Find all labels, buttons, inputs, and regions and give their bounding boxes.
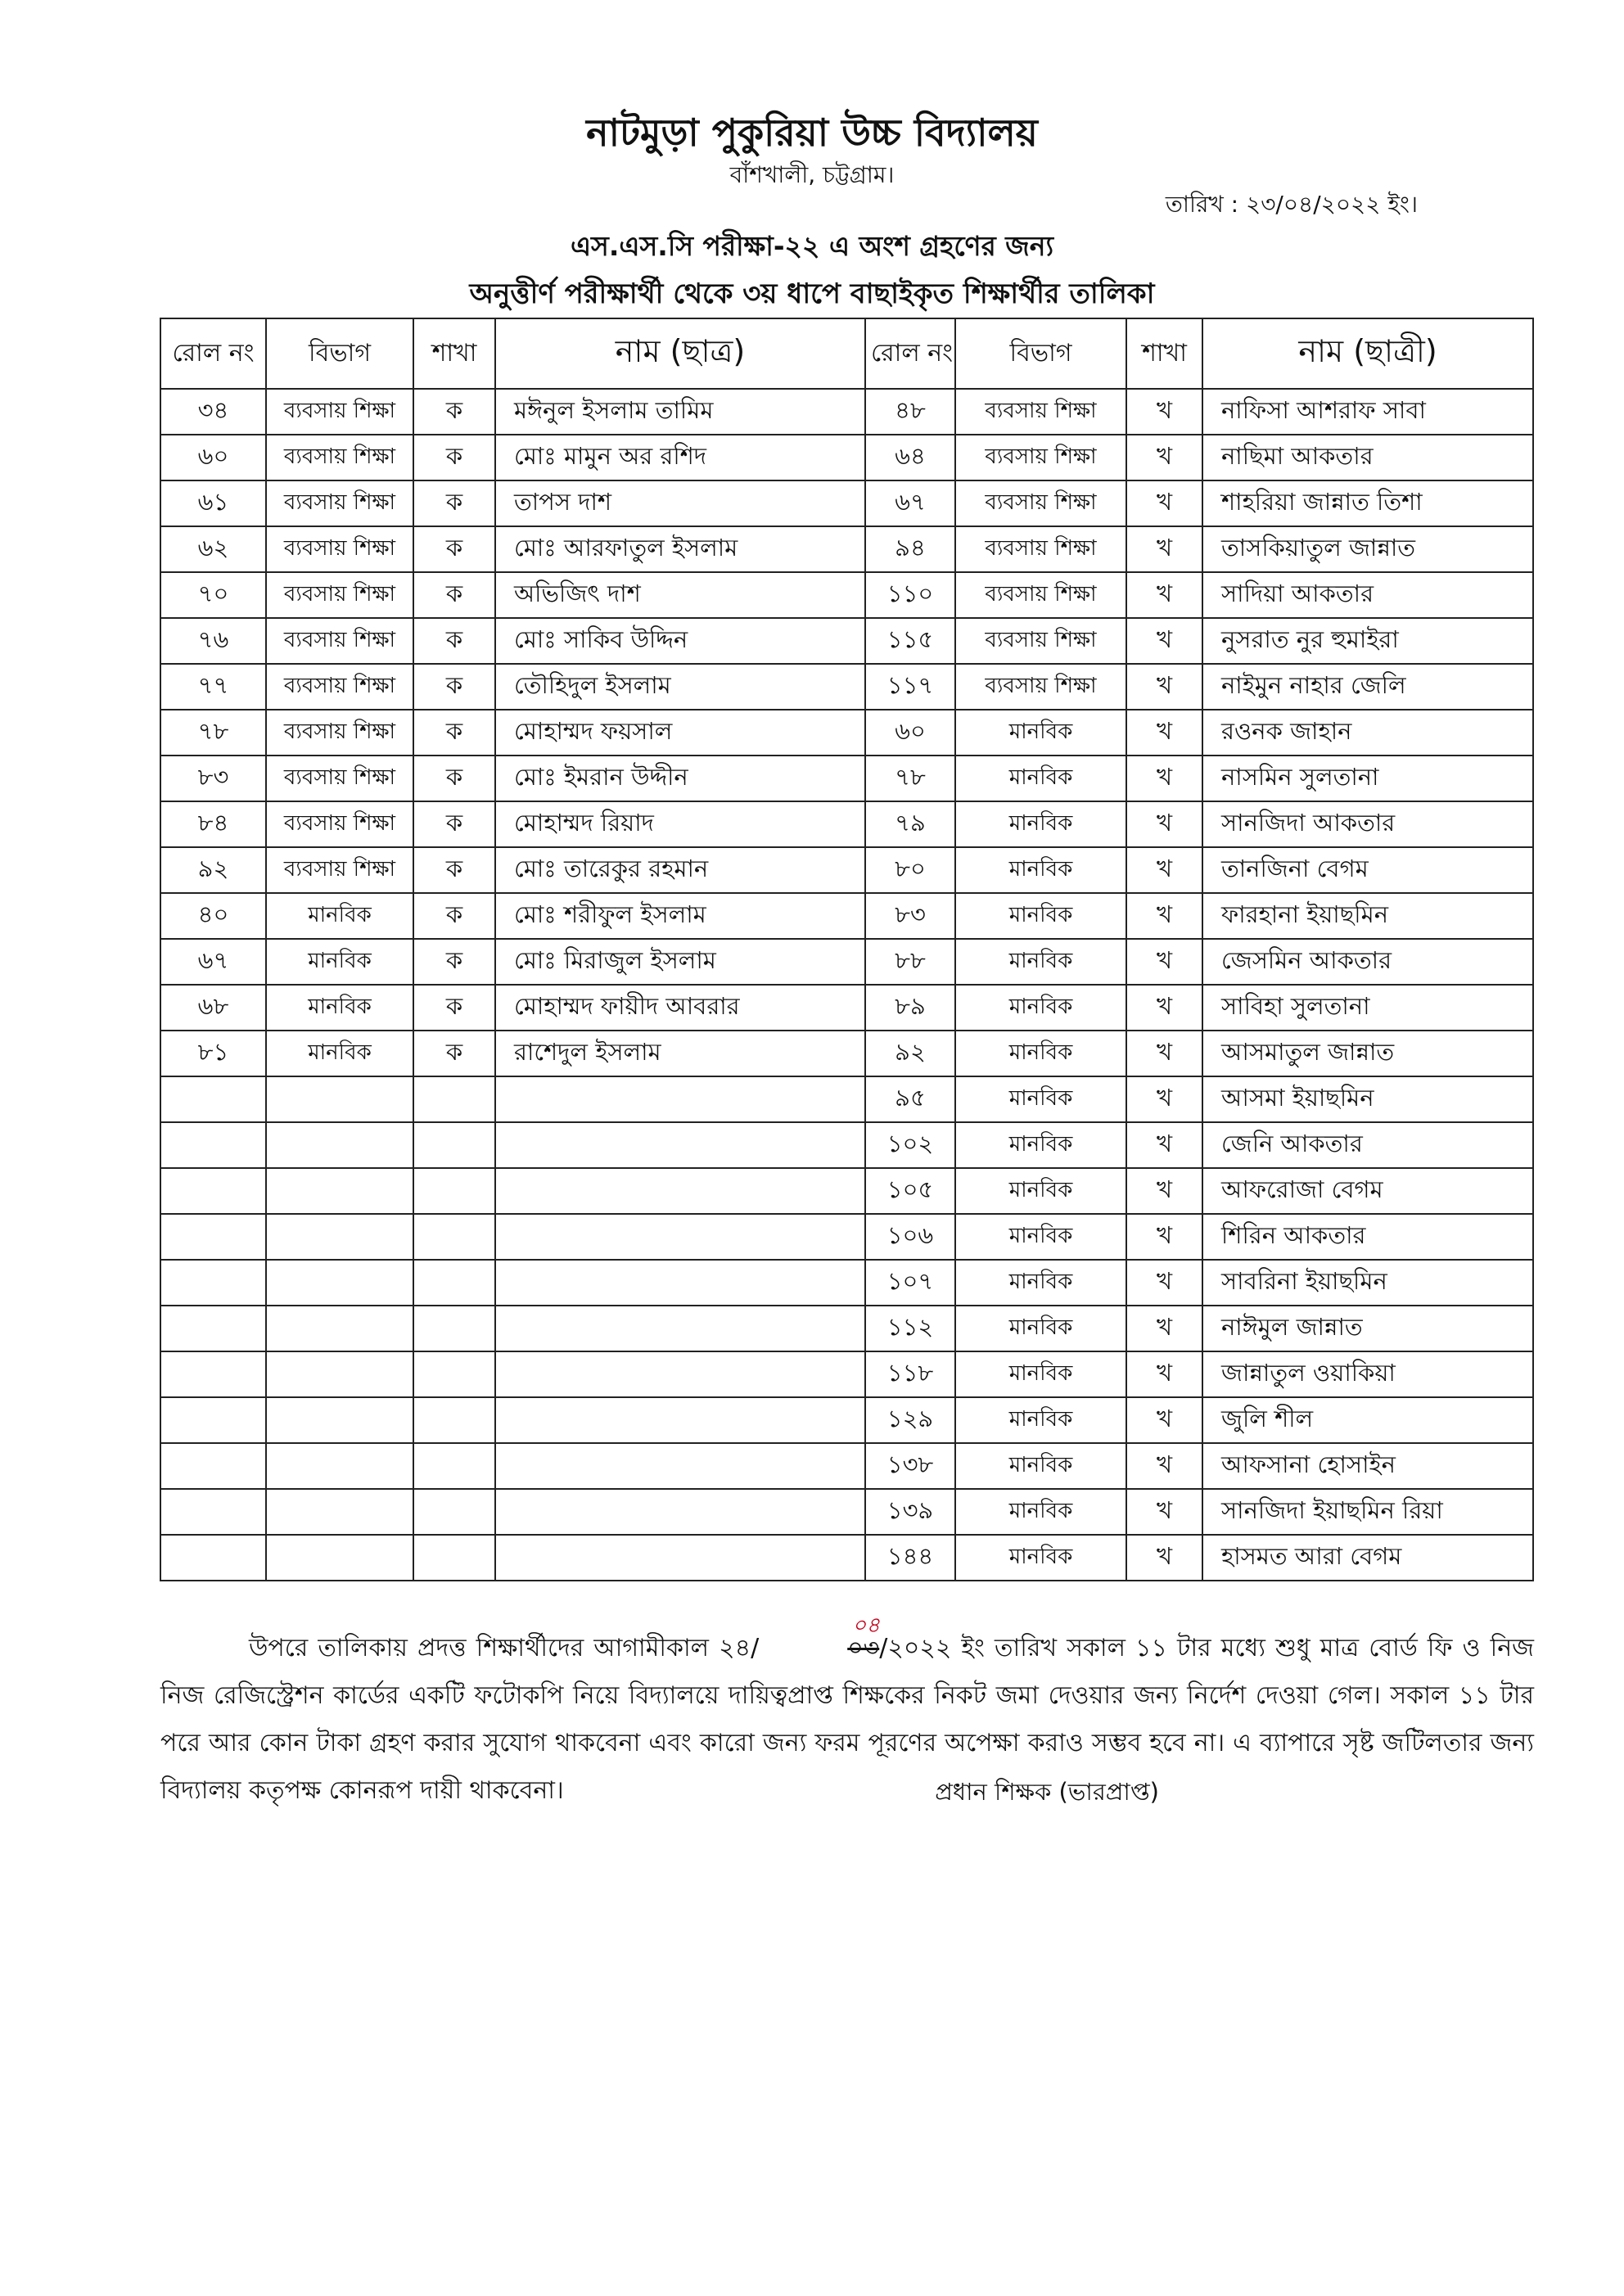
cell-department-boys [266,1076,413,1122]
cell-roll-boys [160,1306,266,1351]
cell-branch-boys: ক [413,893,495,939]
cell-branch-girls: খ [1126,1214,1202,1260]
cell-name-girls: সাবরিনা ইয়াছমিন [1202,1260,1533,1306]
table-row [160,1535,1533,1581]
table-row [160,710,1533,756]
cell-department-girls: ব্যবসায় শিক্ষা [955,526,1126,572]
cell-roll-girls: ৭৯ [865,801,955,847]
cell-roll-boys: ৬০ [160,435,266,480]
cell-department-girls: ব্যবসায় শিক্ষা [955,389,1126,435]
table-row [160,1031,1533,1076]
cell-name-girls: নাইমুন নাহার জেলি [1202,664,1533,710]
cell-roll-girls: ১০৫ [865,1168,955,1214]
cell-department-girls: মানবিক [955,893,1126,939]
cell-roll-girls: ৯৫ [865,1076,955,1122]
cell-department-boys: ব্যবসায় শিক্ষা [266,435,413,480]
cell-roll-boys [160,1260,266,1306]
cell-roll-girls: ১০৬ [865,1214,955,1260]
cell-department-girls: মানবিক [955,985,1126,1031]
cell-roll-boys: ৬৭ [160,939,266,985]
cell-name-girls: রওনক জাহান [1202,710,1533,756]
cell-branch-boys [413,1443,495,1489]
cell-branch-girls: খ [1126,939,1202,985]
cell-name-boys: মোঃ সাকিব উদ্দিন [495,618,865,664]
cell-branch-boys: ক [413,480,495,526]
cell-department-girls: মানবিক [955,1260,1126,1306]
cell-name-girls: ফারহানা ইয়াছমিন [1202,893,1533,939]
cell-branch-boys: ক [413,710,495,756]
cell-name-girls: আফসানা হোসাইন [1202,1443,1533,1489]
table-body [160,389,1533,1581]
header-branch-girls: শাখা [1126,318,1202,389]
cell-roll-girls: ৮৩ [865,893,955,939]
cell-branch-boys: ক [413,572,495,618]
cell-branch-girls: খ [1126,801,1202,847]
cell-department-boys [266,1168,413,1214]
table-row [160,1351,1533,1397]
cell-roll-girls: ১৩৮ [865,1443,955,1489]
cell-name-girls: জেসমিন আকতার [1202,939,1533,985]
corrected-month [759,1613,880,1672]
cell-department-girls: মানবিক [955,1351,1126,1397]
cell-roll-boys: ৬২ [160,526,266,572]
cell-department-girls: মানবিক [955,801,1126,847]
cell-roll-boys: ৪০ [160,893,266,939]
cell-name-girls: নুসরাত নুর হুমাইরা [1202,618,1533,664]
cell-name-boys: তৌহিদুল ইসলাম [495,664,865,710]
cell-department-girls: মানবিক [955,1214,1126,1260]
cell-branch-boys [413,1397,495,1443]
cell-roll-girls: ১২৯ [865,1397,955,1443]
cell-roll-boys: ৭৬ [160,618,266,664]
cell-name-boys [495,1489,865,1535]
cell-name-boys: মোঃ মিরাজুল ইসলাম [495,939,865,985]
cell-branch-girls: খ [1126,756,1202,801]
table-row [160,435,1533,480]
cell-name-girls: নাছিমা আকতার [1202,435,1533,480]
cell-department-girls: মানবিক [955,710,1126,756]
cell-name-girls: তাসকিয়াতুল জান্নাত [1202,526,1533,572]
cell-roll-boys [160,1443,266,1489]
cell-department-boys [266,1535,413,1581]
table-row [160,664,1533,710]
cell-branch-boys: ক [413,1031,495,1076]
cell-roll-girls: ৯২ [865,1031,955,1076]
cell-department-girls: মানবিক [955,1535,1126,1581]
cell-branch-girls: খ [1126,893,1202,939]
cell-name-boys: মোহাম্মদ ফয়সাল [495,710,865,756]
cell-roll-girls: ৯৪ [865,526,955,572]
struck-month: ০৩ [847,1634,880,1662]
cell-department-girls: মানবিক [955,1122,1126,1168]
signature-designation: প্রধান শিক্ষক (ভারপ্রাপ্ত) [935,1778,1159,1806]
cell-name-boys [495,1214,865,1260]
cell-branch-girls: খ [1126,526,1202,572]
cell-branch-girls: খ [1126,618,1202,664]
cell-roll-girls: ১১৭ [865,664,955,710]
cell-department-boys [266,1489,413,1535]
cell-branch-boys: ক [413,389,495,435]
cell-department-boys: ব্যবসায় শিক্ষা [266,618,413,664]
notice-date: তারিখ : ২৩/০৪/২০২২ ইং। [1165,191,1418,218]
cell-roll-boys: ৩৪ [160,389,266,435]
cell-branch-girls: খ [1126,710,1202,756]
table-row [160,1306,1533,1351]
cell-name-boys: মঈনুল ইসলাম তামিম [495,389,865,435]
cell-department-boys: ব্যবসায় শিক্ষা [266,389,413,435]
cell-branch-girls: খ [1126,1168,1202,1214]
cell-branch-boys [413,1168,495,1214]
cell-name-boys: অভিজিৎ দাশ [495,572,865,618]
cell-branch-girls: খ [1126,1489,1202,1535]
cell-roll-girls: ১১২ [865,1306,955,1351]
cell-roll-boys [160,1489,266,1535]
table-row [160,801,1533,847]
table-row [160,985,1533,1031]
cell-name-girls: আফরোজা বেগম [1202,1168,1533,1214]
cell-name-boys [495,1397,865,1443]
header-branch-boys: শাখা [413,318,495,389]
cell-department-girls: মানবিক [955,1168,1126,1214]
cell-department-boys: ব্যবসায় শিক্ষা [266,480,413,526]
cell-department-girls: ব্যবসায় শিক্ষা [955,664,1126,710]
cell-name-boys: মোঃ তারেকুর রহমান [495,847,865,893]
cell-branch-boys: ক [413,985,495,1031]
cell-department-boys: মানবিক [266,939,413,985]
cell-roll-boys: ৭৮ [160,710,266,756]
cell-department-boys: ব্যবসায় শিক্ষা [266,801,413,847]
title-line-1: এস.এস.সি পরীক্ষা-২২ এ অংশ গ্রহণের জন্য [570,230,1054,262]
cell-roll-boys: ৯২ [160,847,266,893]
cell-branch-girls: খ [1126,1031,1202,1076]
cell-department-boys: ব্যবসায় শিক্ষা [266,526,413,572]
table-row [160,893,1533,939]
table-row [160,1397,1533,1443]
cell-department-girls: মানবিক [955,939,1126,985]
notice-text-start: উপরে তালিকায় প্রদত্ত শিক্ষার্থীদের আগামীকাল ২৪/ [249,1634,760,1662]
cell-department-girls: মানবিক [955,847,1126,893]
table-row [160,1489,1533,1535]
cell-name-boys: মোঃ ইমরান উদ্দীন [495,756,865,801]
cell-name-girls: নাসমিন সুলতানা [1202,756,1533,801]
cell-roll-boys: ৭০ [160,572,266,618]
cell-department-girls: মানবিক [955,1306,1126,1351]
table-row [160,389,1533,435]
cell-department-boys [266,1122,413,1168]
header-department-boys: বিভাগ [266,318,413,389]
table-row [160,526,1533,572]
cell-branch-boys: ক [413,756,495,801]
cell-name-boys: মোঃ শরীফুল ইসলাম [495,893,865,939]
cell-branch-boys: ক [413,801,495,847]
cell-department-girls: মানবিক [955,756,1126,801]
cell-department-girls: ব্যবসায় শিক্ষা [955,618,1126,664]
cell-branch-boys: ক [413,618,495,664]
cell-department-boys [266,1443,413,1489]
cell-name-boys [495,1076,865,1122]
cell-name-girls: জান্নাতুল ওয়াকিয়া [1202,1351,1533,1397]
table-row [160,572,1533,618]
cell-roll-boys: ৮১ [160,1031,266,1076]
cell-roll-boys: ৬৮ [160,985,266,1031]
table-header-row [160,318,1533,389]
cell-name-girls: হাসমত আরা বেগম [1202,1535,1533,1581]
cell-name-boys [495,1260,865,1306]
cell-department-girls: ব্যবসায় শিক্ষা [955,480,1126,526]
cell-roll-boys [160,1397,266,1443]
cell-branch-boys [413,1122,495,1168]
table-row [160,1076,1533,1122]
cell-name-boys: মোহাম্মদ ফায়ীদ আবরার [495,985,865,1031]
cell-branch-girls: খ [1126,1306,1202,1351]
table-row [160,618,1533,664]
cell-department-boys [266,1306,413,1351]
cell-roll-boys [160,1168,266,1214]
cell-name-boys: মোঃ আরফাতুল ইসলাম [495,526,865,572]
cell-roll-girls: ৮০ [865,847,955,893]
school-address: বাঁশখালী, চট্টগ্রাম। [729,161,895,188]
cell-branch-boys [413,1489,495,1535]
cell-department-girls: ব্যবসায় শিক্ষা [955,572,1126,618]
cell-roll-girls: ১৪৪ [865,1535,955,1581]
cell-roll-boys: ৬১ [160,480,266,526]
cell-name-boys: রাশেদুল ইসলাম [495,1031,865,1076]
cell-name-boys [495,1535,865,1581]
table-row [160,847,1533,893]
cell-branch-girls: খ [1126,664,1202,710]
cell-branch-girls: খ [1126,435,1202,480]
cell-branch-girls: খ [1126,1122,1202,1168]
cell-branch-girls: খ [1126,1397,1202,1443]
cell-branch-girls: খ [1126,1535,1202,1581]
cell-department-boys [266,1214,413,1260]
cell-roll-boys [160,1214,266,1260]
cell-roll-boys [160,1351,266,1397]
notice-paragraph [160,1613,1535,1815]
cell-roll-girls: ৭৮ [865,756,955,801]
cell-name-girls: সানজিদা ইয়াছমিন রিয়া [1202,1489,1533,1535]
cell-department-girls: মানবিক [955,1397,1126,1443]
title-line-2: অনুত্তীর্ণ পরীক্ষার্থী থেকে ৩য় ধাপে বাছাইকৃত শিক্ষার্থীর তালিকা [469,277,1155,310]
cell-branch-girls: খ [1126,572,1202,618]
cell-roll-boys: ৮৪ [160,801,266,847]
cell-roll-girls: ১০২ [865,1122,955,1168]
cell-name-boys: তাপস দাশ [495,480,865,526]
cell-department-boys: ব্যবসায় শিক্ষা [266,664,413,710]
cell-name-boys [495,1168,865,1214]
cell-roll-girls: ৬৭ [865,480,955,526]
cell-name-girls: নাঈমুল জান্নাত [1202,1306,1533,1351]
cell-name-boys [495,1443,865,1489]
table-row [160,1260,1533,1306]
header-name-girls: নাম (ছাত্রী) [1202,318,1533,389]
cell-name-girls: তানজিনা বেগম [1202,847,1533,893]
table-row [160,1122,1533,1168]
cell-department-boys: ব্যবসায় শিক্ষা [266,710,413,756]
cell-branch-boys: ক [413,847,495,893]
cell-name-girls: শিরিন আকতার [1202,1214,1533,1260]
cell-branch-boys [413,1076,495,1122]
cell-name-girls: জুলি শীল [1202,1397,1533,1443]
cell-roll-boys [160,1535,266,1581]
notice-text-rest: /২০২২ ইং তারিখ সকাল ১১ টার মধ্যে শুধু মাত্র বোর্ড ফি ও নিজ নিজ রেজিস্ট্রেশন কার্ডের একটি ফটোকপি নিয়ে বিদ্যালয়ে দায়িত্বপ্রাপ্ত শিক্ষকের নিকট জমা দেওয়ার জন্য নির্দেশ দেওয়া গেল। সকাল ১১ টার পরে আর কোন টাকা গ্রহণ করার সুযোগ থাকবেনা এবং কারো জন্য ফরম পূরণের অপেক্ষা করাও সম্ভব হবে না। এ ব্যাপারে সৃষ্ট জটিলতার জন্য বিদ্যালয় কতৃপক্ষ কোনরূপ দায়ী থাকবেনা। [160,1634,1535,1805]
cell-roll-boys: ৭৭ [160,664,266,710]
cell-branch-girls: খ [1126,985,1202,1031]
table-row [160,1168,1533,1214]
cell-roll-girls: ৬০ [865,710,955,756]
cell-branch-girls: খ [1126,389,1202,435]
cell-department-boys: মানবিক [266,985,413,1031]
cell-department-girls: মানবিক [955,1443,1126,1489]
cell-branch-girls: খ [1126,847,1202,893]
cell-department-girls: মানবিক [955,1031,1126,1076]
cell-department-girls: ব্যবসায় শিক্ষা [955,435,1126,480]
cell-department-boys: ব্যবসায় শিক্ষা [266,756,413,801]
cell-department-boys [266,1260,413,1306]
cell-roll-girls: ৬৪ [865,435,955,480]
cell-name-girls: সাদিয়া আকতার [1202,572,1533,618]
table-row [160,1214,1533,1260]
cell-roll-boys [160,1122,266,1168]
cell-department-girls: মানবিক [955,1076,1126,1122]
cell-branch-girls: খ [1126,1443,1202,1489]
cell-roll-girls: ১১০ [865,572,955,618]
cell-branch-boys: ক [413,664,495,710]
header-roll-girls: রোল নং [865,318,955,389]
cell-name-boys [495,1351,865,1397]
cell-branch-boys [413,1306,495,1351]
cell-department-boys [266,1397,413,1443]
cell-name-girls: সানজিদা আকতার [1202,801,1533,847]
cell-name-girls: শাহরিয়া জান্নাত তিশা [1202,480,1533,526]
cell-name-girls: জেনি আকতার [1202,1122,1533,1168]
cell-branch-boys [413,1214,495,1260]
cell-department-girls: মানবিক [955,1489,1126,1535]
header-name-boys: নাম (ছাত্র) [495,318,865,389]
cell-name-girls: সাবিহা সুলতানা [1202,985,1533,1031]
cell-name-boys [495,1306,865,1351]
cell-name-boys: মোঃ মামুন অর রশিদ [495,435,865,480]
table-row [160,939,1533,985]
cell-name-girls: আসমাতুল জান্নাত [1202,1031,1533,1076]
cell-branch-boys: ক [413,435,495,480]
student-list-table [160,318,1534,1581]
cell-branch-girls: খ [1126,1260,1202,1306]
cell-roll-girls: ৪৮ [865,389,955,435]
handwritten-month-correction: ০৪ [852,1613,880,1638]
cell-roll-girls: ১১৫ [865,618,955,664]
cell-department-boys: মানবিক [266,1031,413,1076]
table-row [160,1443,1533,1489]
table-row [160,480,1533,526]
cell-branch-boys: ক [413,526,495,572]
school-name: নাটমুড়া পুকুরিয়া উচ্চ বিদ্যালয় [586,111,1038,155]
cell-department-boys: মানবিক [266,893,413,939]
header-department-girls: বিভাগ [955,318,1126,389]
cell-department-boys: ব্যবসায় শিক্ষা [266,847,413,893]
header-roll-boys: রোল নং [160,318,266,389]
cell-name-boys [495,1122,865,1168]
cell-roll-boys [160,1076,266,1122]
cell-roll-girls: ৮৯ [865,985,955,1031]
cell-name-girls: আসমা ইয়াছমিন [1202,1076,1533,1122]
cell-branch-girls: খ [1126,1076,1202,1122]
cell-name-boys: মোহাম্মদ রিয়াদ [495,801,865,847]
cell-branch-boys: ক [413,939,495,985]
cell-branch-boys [413,1260,495,1306]
cell-roll-girls: ৮৮ [865,939,955,985]
cell-branch-boys [413,1351,495,1397]
cell-branch-boys [413,1535,495,1581]
cell-department-boys: ব্যবসায় শিক্ষা [266,572,413,618]
cell-branch-girls: খ [1126,480,1202,526]
cell-roll-girls: ১০৭ [865,1260,955,1306]
cell-department-boys [266,1351,413,1397]
cell-roll-boys: ৮৩ [160,756,266,801]
cell-name-girls: নাফিসা আশরাফ সাবা [1202,389,1533,435]
table-row [160,756,1533,801]
cell-roll-girls: ১১৮ [865,1351,955,1397]
cell-roll-girls: ১৩৯ [865,1489,955,1535]
cell-branch-girls: খ [1126,1351,1202,1397]
